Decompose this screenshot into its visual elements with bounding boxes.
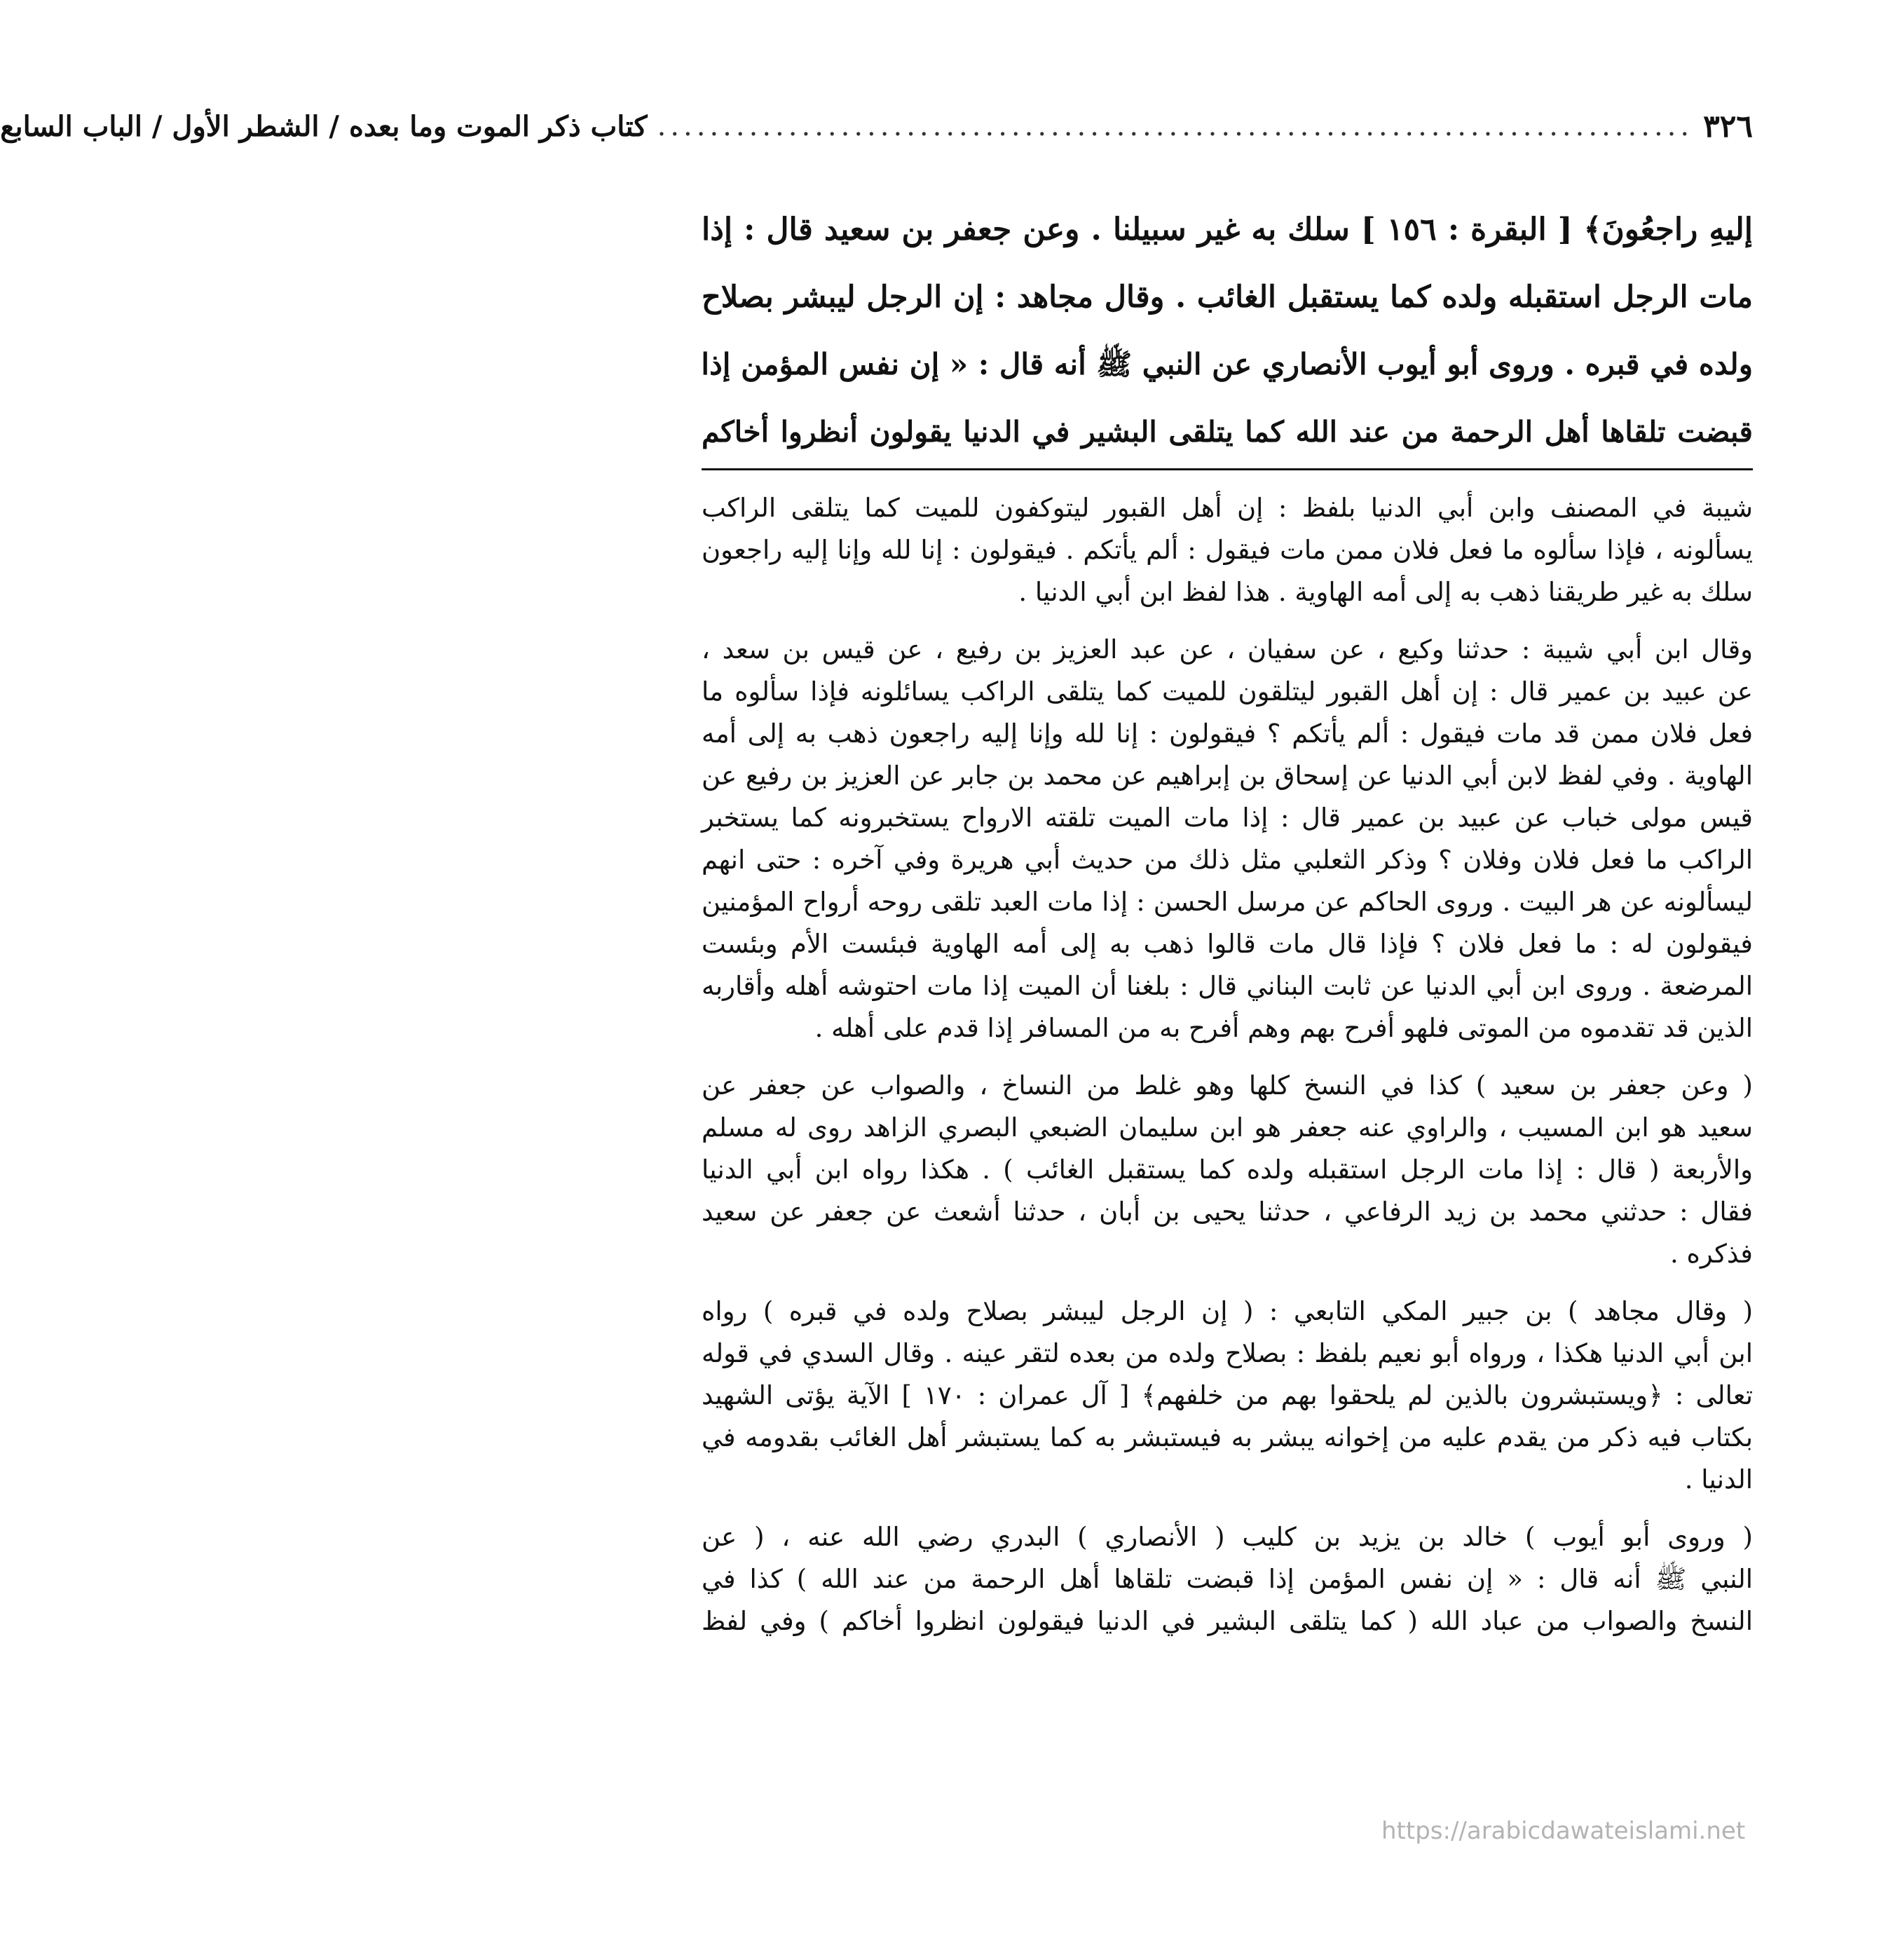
- commentary-line: الهاوية . وفي لفظ لابن أبي الدنيا عن إسحاق بن إبراهيم عن محمد بن جابر عن العزيز بن رفيع عن: [702, 761, 1753, 791]
- commentary-line: والأربعة ( قال : إذا مات الرجل استقبله ولده كما يستقبل الغائب ) . هكذا رواه ابن أبي الدنيا: [702, 1155, 1753, 1185]
- commentary-line: الذين قد تقدموه من الموتى فلهو أفرح بهم وهم أفرح به من المسافر إذا قدم على أهله .: [814, 1013, 1753, 1043]
- commentary-paragraph: [702, 629, 1753, 1049]
- watermark-url: https://arabicdawateislami.net: [1381, 1817, 1746, 1845]
- commentary-line: فيقولون له : ما فعل فلان ؟ فإذا قال مات قالوا ذهب به إلى أمه الهاوية فبئست الأم وبئست: [702, 929, 1753, 959]
- commentary-paragraph: [702, 1291, 1753, 1501]
- commentary-line: سعيد هو ابن المسيب ، والراوي عنه جعفر هو ابن سليمان الضبعي البصري الزاهد روى له مسلم: [702, 1112, 1753, 1143]
- commentary-line: ( وقال مجاهد ) بن جبير المكي التابعي : ( إن الرجل ليبشر بصلاح ولده في قبره ) رواه: [702, 1296, 1753, 1326]
- commentary-line: ابن أبي الدنيا هكذا ، ورواه أبو نعيم بلفظ : بصلاح ولده من بعده لتقر عينه . وقال السدي في قوله: [702, 1338, 1753, 1368]
- main-line: قبضت تلقاها أهل الرحمة من عند الله كما يتلقى البشير في الدنيا يقولون أنظروا أخاكم: [702, 415, 1753, 449]
- commentary-line: وقال ابن أبي شيبة : حدثنا وكيع ، عن سفيان ، عن عبد العزيز بن رفيع ، عن قيس بن سعد ،: [702, 634, 1753, 665]
- main-text: [702, 196, 1753, 465]
- commentary-line: فقال : حدثني محمد بن زيد الرفاعي ، حدثنا يحيى بن أبان ، حدثنا أشعث عن جعفر عن سعيد: [702, 1197, 1753, 1227]
- commentary-line: فعل فلان ممن قد مات فيقول : ألم يأتكم ؟ فيقولون : إنا لله وإنا إليه راجعون ذهب به إلى أمه: [702, 719, 1754, 749]
- main-line: مات الرجل استقبله ولده كما يستقبل الغائب . وقال مجاهد : إن الرجل ليبشر بصلاح: [702, 280, 1753, 315]
- commentary-line: النبي ﷺ أنه قال : « إن نفس المؤمن إذا قبضت تلقاها أهل الرحمة من عند الله ) كذا في: [702, 1564, 1753, 1594]
- commentary-paragraph: [702, 1516, 1753, 1642]
- commentary-line: الدنيا .: [1684, 1464, 1753, 1495]
- commentary-line: فذكره .: [1669, 1239, 1753, 1269]
- commentary: [702, 487, 1753, 1642]
- dotted-leader: ...............................................................................: [657, 110, 1694, 142]
- commentary-line: يسألونه ، فإذا سألوه ما فعل فلان ممن مات فيقول : ألم يأتكم . فيقولون : إنا لله وإنا إليه راجعون: [702, 535, 1753, 565]
- page-number: ٣٢٦: [1703, 108, 1753, 144]
- main-line: إليهِ راجعُونَ﴾ [ البقرة : ١٥٦ ] سلك به غير سبيلنا . وعن جعفر بن سعيد قال : إذا: [702, 212, 1753, 247]
- commentary-line: بكتاب فيه ذكر من يقدم عليه من إخوانه يبشر به فيستبشر به كما يستبشر أهل الغائب بقدومه في: [702, 1422, 1753, 1452]
- commentary-line: ( وعن جعفر بن سعيد ) كذا في النسخ كلها وهو غلط من النساخ ، والصواب عن جعفر عن: [702, 1070, 1753, 1101]
- commentary-line: سلك به غير طريقنا ذهب به إلى أمه الهاوية . هذا لفظ ابن أبي الدنيا .: [1018, 577, 1753, 607]
- commentary-line: ليسألونه عن هر البيت . وروى الحاكم عن مرسل الحسن : إذا مات العبد تلقى روحه أرواح المؤمنين: [702, 887, 1753, 917]
- commentary-line: شيبة في المصنف وابن أبي الدنيا بلفظ : إن أهل القبور ليتوكفون للميت كما يتلقى الراكب: [702, 493, 1753, 523]
- commentary-line: قيس مولى خباب عن عبيد بن عمير قال : إذا مات الميت تلقته الارواح يستخبرونه كما يستخبر: [702, 803, 1753, 833]
- commentary-line: النسخ والصواب من عباد الله ( كما يتلقى البشير في الدنيا فيقولون انظروا أخاكم ) وفي لفظ: [702, 1606, 1753, 1636]
- main-line: ولده في قبره . وروى أبو أيوب الأنصاري عن النبي ﷺ أنه قال : « إن نفس المؤمن إذا: [701, 347, 1753, 381]
- footnote-separator: [702, 468, 1753, 470]
- commentary-line: الراكب ما فعل فلان وفلان ؟ وذكر الثعلبي مثل ذلك من حديث أبي هريرة وفي آخره : حتى انهم: [702, 845, 1753, 875]
- commentary-paragraph: [702, 487, 1753, 613]
- commentary-paragraph: [702, 1065, 1753, 1275]
- commentary-line: ( وروى أبو أيوب ) خالد بن يزيد بن كليب ( الأنصاري ) البدري رضي الله عنه ، ( عن: [702, 1522, 1753, 1552]
- commentary-line: تعالى : ﴿ويستبشرون بالذين لم يلحقوا بهم من خلفهم﴾ [ آل عمران : ١٧٠ ] الآية يؤتى الشهيد: [702, 1380, 1754, 1410]
- chapter-title: كتاب ذكر الموت وما بعده / الشطر الأول / الباب السابع: [0, 109, 648, 143]
- commentary-line: المرضعة . وروى ابن أبي الدنيا عن ثابت البناني قال : بلغنا أن الميت إذا مات احتوشه أهله وأقاربه: [702, 971, 1753, 1001]
- commentary-line: عن عبيد بن عمير قال : إن أهل القبور ليتلقون للميت كما يتلقى الراكب يسائلونه فإذا سألوه ما: [702, 676, 1753, 707]
- running-header: [0, 105, 1753, 147]
